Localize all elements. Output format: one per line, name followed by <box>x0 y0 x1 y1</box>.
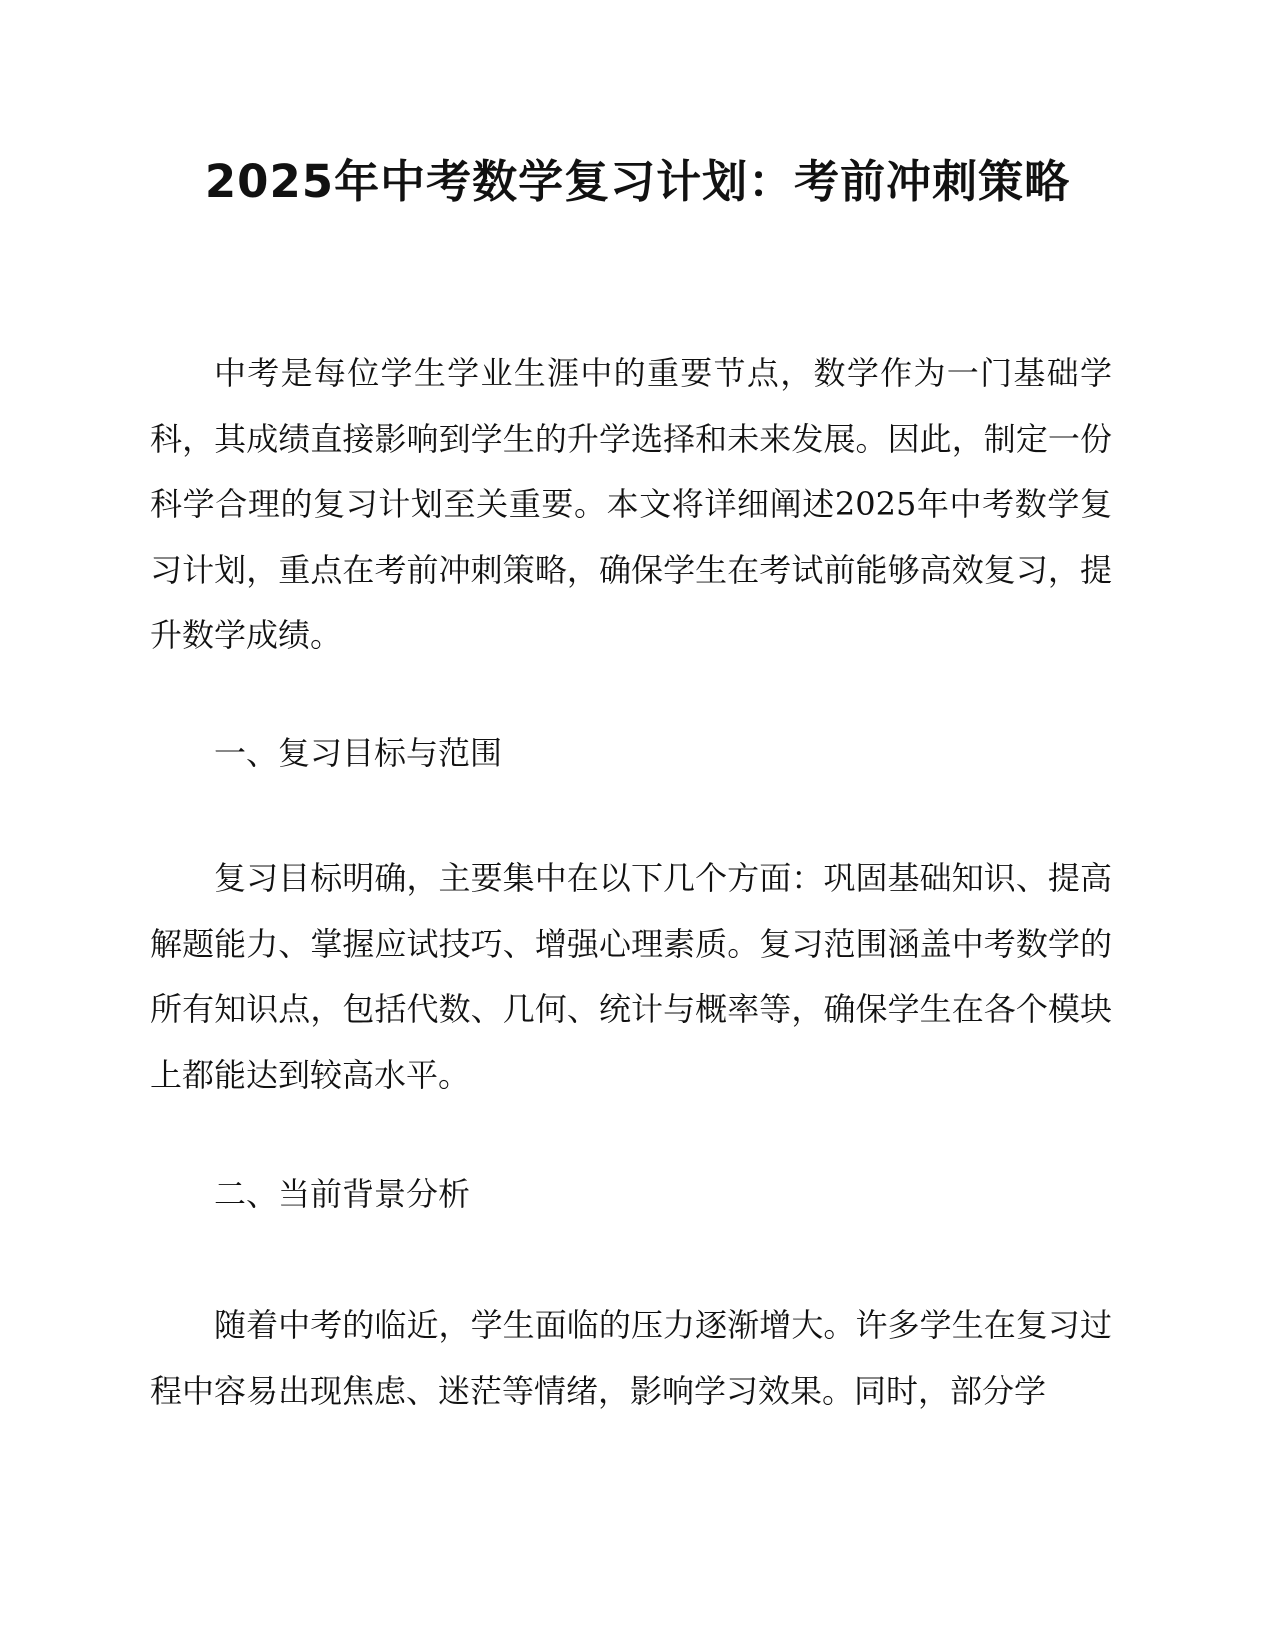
section-heading-background: 二、当前背景分析 <box>214 1175 471 1213</box>
section-paragraph-background: 随着中考的临近，学生面临的压力逐渐增大。许多学生在复习过程中容易出现焦虑、迷茫等情绪，影响学习效果。同时，部分学 <box>150 1306 1112 1410</box>
intro-paragraph: 中考是每位学生学业生涯中的重要节点，数学作为一门基础学科，其成绩直接影响到学生的升学选择和未来发展。因此，制定一份科学合理的复习计划至关重要。本文将详细阐述2025年中考数学复习计划，重点在考前冲刺策略，确保学生在考试前能够高效复习，提升数学成绩。 <box>150 354 1112 654</box>
document-title: 2025年中考数学复习计划：考前冲刺策略 <box>204 155 1071 208</box>
section-heading-goals: 一、复习目标与范围 <box>214 734 503 772</box>
section-paragraph-goals: 复习目标明确，主要集中在以下几个方面：巩固基础知识、提高解题能力、掌握应试技巧、增强心理素质。复习范围涵盖中考数学的所有知识点，包括代数、几何、统计与概率等，确保学生在各个模块上都能达到较高水平。 <box>150 859 1112 1094</box>
